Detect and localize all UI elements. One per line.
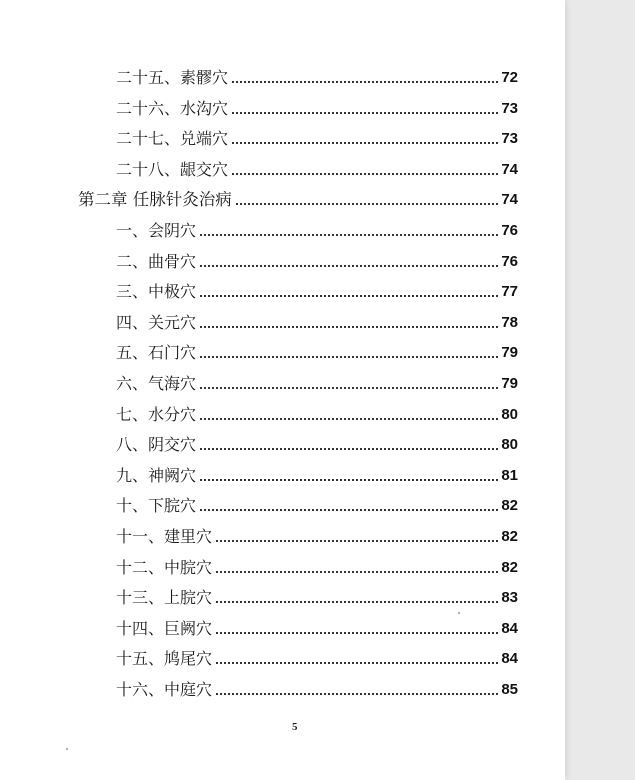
dot-leader: [200, 448, 498, 450]
dot-leader: [216, 662, 498, 664]
toc-row: [116, 127, 518, 149]
dot-leader: [200, 265, 498, 267]
toc-entry-title: 四、关元穴: [116, 312, 197, 332]
scan-speck: [66, 748, 68, 750]
dot-leader: [200, 387, 498, 389]
toc-entry-page: 84: [501, 619, 518, 637]
toc-row: [116, 647, 518, 669]
toc-entry-page: 76: [501, 252, 518, 270]
toc-entry-page: 73: [501, 99, 518, 117]
toc-entry-page: 85: [501, 681, 518, 698]
toc-entry-title: 十、下脘穴: [116, 496, 197, 516]
toc-row: [116, 586, 518, 608]
toc-entry-page: 81: [501, 466, 518, 484]
dot-leader: [200, 356, 498, 358]
dot-leader: [216, 571, 498, 573]
toc-row: [116, 341, 518, 363]
toc-entry-title: 十六、中庭穴: [116, 680, 213, 699]
toc-entry-title: 十五、鸠尾穴: [116, 649, 213, 669]
toc-entry-title: 九、神阙穴: [116, 465, 197, 485]
toc-chapter-row: [78, 188, 518, 210]
toc-entry-page: 79: [501, 375, 518, 392]
toc-entry-title: 第二章 任脉针灸治病: [78, 190, 232, 210]
dot-leader: [232, 173, 498, 175]
toc-entry-page: 79: [501, 344, 518, 362]
toc-row: [116, 617, 518, 639]
toc-entry-page: 76: [501, 222, 518, 239]
toc-row: [116, 250, 518, 272]
toc-entry-page: 74: [501, 191, 518, 209]
toc-entry-page: 84: [501, 650, 518, 668]
toc-entry-page: 74: [501, 160, 518, 178]
dot-leader: [200, 479, 498, 481]
toc-entry-title: 八、阴交穴: [116, 435, 197, 455]
toc-entry-page: 83: [501, 589, 518, 607]
toc-entry-title: 五、石门穴: [116, 343, 197, 363]
toc-entry-title: 六、气海穴: [116, 374, 197, 393]
toc-entry-title: 十三、上脘穴: [116, 588, 213, 608]
dot-leader: [200, 295, 498, 297]
dot-leader: [216, 693, 498, 695]
scan-speck: [458, 612, 460, 614]
toc-row: [116, 158, 518, 180]
toc-row: [116, 66, 518, 88]
dot-leader: [200, 418, 498, 420]
dot-leader: [200, 234, 498, 236]
toc-entry-page: 72: [501, 69, 518, 86]
toc-entry-title: 十二、中脘穴: [116, 557, 213, 577]
toc-row: [116, 280, 518, 302]
toc-entry-page: 78: [501, 313, 518, 331]
toc-entry-title: 二、曲骨穴: [116, 251, 197, 271]
toc-row: [116, 494, 518, 516]
dot-leader: [216, 632, 498, 634]
dot-leader: [200, 326, 498, 328]
toc-entry-page: 82: [501, 558, 518, 576]
toc-entry-title: 二十六、水沟穴: [116, 98, 229, 118]
toc-entry-page: 73: [501, 130, 518, 148]
toc-row: [116, 678, 518, 700]
page-number: 5: [292, 721, 298, 733]
dot-leader: [200, 509, 498, 511]
dot-leader: [216, 601, 498, 603]
toc-entry-title: 三、中极穴: [116, 282, 197, 302]
toc-entry-title: 二十八、龈交穴: [116, 159, 229, 179]
toc-row: [116, 433, 518, 455]
toc-row: [116, 97, 518, 119]
toc-entry-page: 82: [501, 528, 518, 545]
dot-leader: [232, 81, 498, 83]
toc-entry-page: 77: [501, 283, 518, 301]
toc-entry-title: 十四、巨阙穴: [116, 618, 213, 638]
dot-leader: [232, 142, 498, 144]
toc-entry-page: 80: [501, 405, 518, 423]
toc-entry-page: 82: [501, 497, 518, 515]
toc-row: [116, 403, 518, 425]
dot-leader: [232, 112, 498, 114]
dot-leader: [236, 203, 499, 205]
toc-entry-title: 十一、建里穴: [116, 527, 213, 546]
toc-row: [116, 556, 518, 578]
toc-entry-title: 二十五、素髎穴: [116, 68, 229, 87]
toc-row: [116, 372, 518, 394]
toc-row: [116, 219, 518, 241]
toc-entry-title: 一、会阴穴: [116, 221, 197, 240]
toc-row: [116, 525, 518, 547]
toc-entry-title: 二十七、兑端穴: [116, 129, 229, 149]
toc-entry-title: 七、水分穴: [116, 404, 197, 424]
toc-entry-page: 80: [501, 436, 518, 454]
toc-row: [116, 464, 518, 486]
toc-row: [116, 311, 518, 333]
dot-leader: [216, 540, 498, 542]
